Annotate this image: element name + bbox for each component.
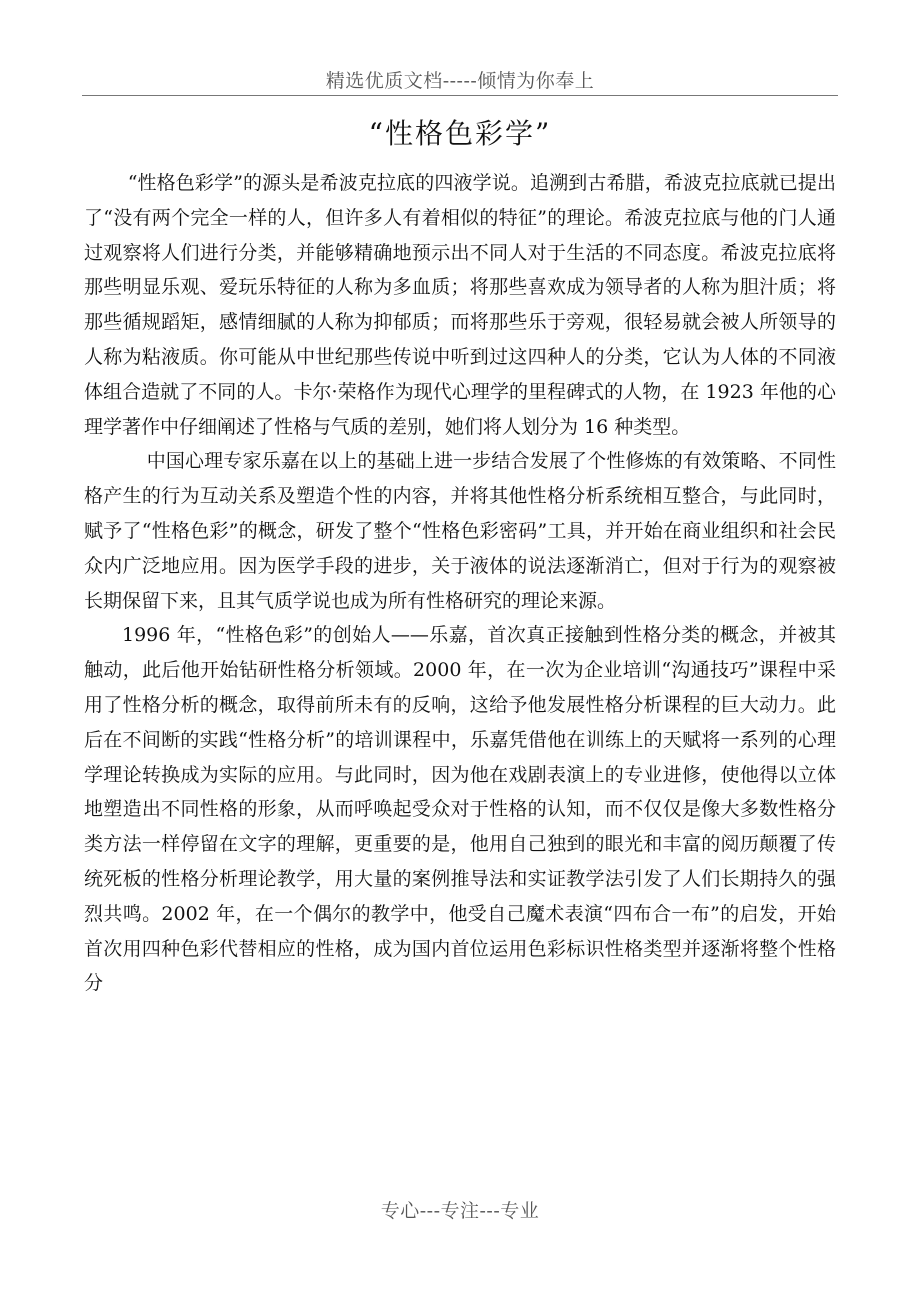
paragraph-origin: “性格色彩学”的源头是希波克拉底的四液学说。追溯到古希腊，希波克拉底就已提出了“没有两个完全一样的人，但许多人有着相似的特征”的理论。希波克拉底与他的门人通过观察将人们进行分类，并能够精确地预示出不同人对于生活的不同态度。希波克拉底将那些明显乐观、爱玩乐特征的人称为多血质；将那些喜欢成为领导者的人称为胆汁质；将那些循规蹈矩，感情细腻的人称为抑郁质；而将那些乐于旁观，很轻易就会被人所领导的人称为粘液质。你可能从中世纪那些传说中听到过这四种人的分类，它认为人体的不同液体组合造就了不同的人。卡尔·荣格作为现代心理学的里程碑式的人物，在 1923 年他的心理学著作中仔细阐述了性格与气质的差别，她们将人划分为 16 种类型。: [84, 172, 836, 438]
paragraph-history: 1996 年，“性格色彩”的创始人——乐嘉，首次真正接触到性格分类的概念，并被其触动，此后他开始钻研性格分析领域。2000 年，在一次为企业培训“沟通技巧”课程中采用了性格分析的概念，取得前所未有的反响，这给予他发展性格分析课程的巨大动力。此后在不间断的实践“性格分析”的培训课程中，乐嘉凭借他在训练上的天赋将一系列的心理学理论转换成为实际的应用。与此同时，因为他在戏剧表演上的专业进修，使他得以立体地塑造出不同性格的形象，从而呼唤起受众对于性格的认知，而不仅仅是像大多数性格分类方法一样停留在文字的理解，更重要的是，他用自己独到的眼光和丰富的阅历颠覆了传统死板的性格分析理论教学，用大量的案例推导法和实证教学法引发了人们长期持久的强烈共鸣。2002 年，在一个偶尔的教学中，他受自己魔术表演“四布合一布”的启发，开始首次用四种色彩代替相应的性格，成为国内首位运用色彩标识性格类型并逐渐将整个性格分: [84, 624, 836, 995]
page-header: 精选优质文档-----倾情为你奉上: [325, 70, 595, 92]
document-title: “性格色彩学”: [368, 117, 552, 150]
document-body: [84, 166, 836, 1001]
header-divider: [82, 95, 838, 96]
paragraph-development: 中国心理专家乐嘉在以上的基础上进一步结合发展了个性修炼的有效策略、不同性格产生的行为互动关系及塑造个性的内容，并将其他性格分析系统相互整合，与此同时，赋予了“性格色彩”的概念，研发了整个“性格色彩密码”工具，并开始在商业组织和社会民众内广泛地应用。因为医学手段的进步，关于液体的说法逐渐消亡，但对于行为的观察被长期保留下来，且其气质学说也成为所有性格研究的理论来源。: [84, 450, 836, 612]
page-footer: 专心---专注---专业: [380, 1200, 540, 1222]
